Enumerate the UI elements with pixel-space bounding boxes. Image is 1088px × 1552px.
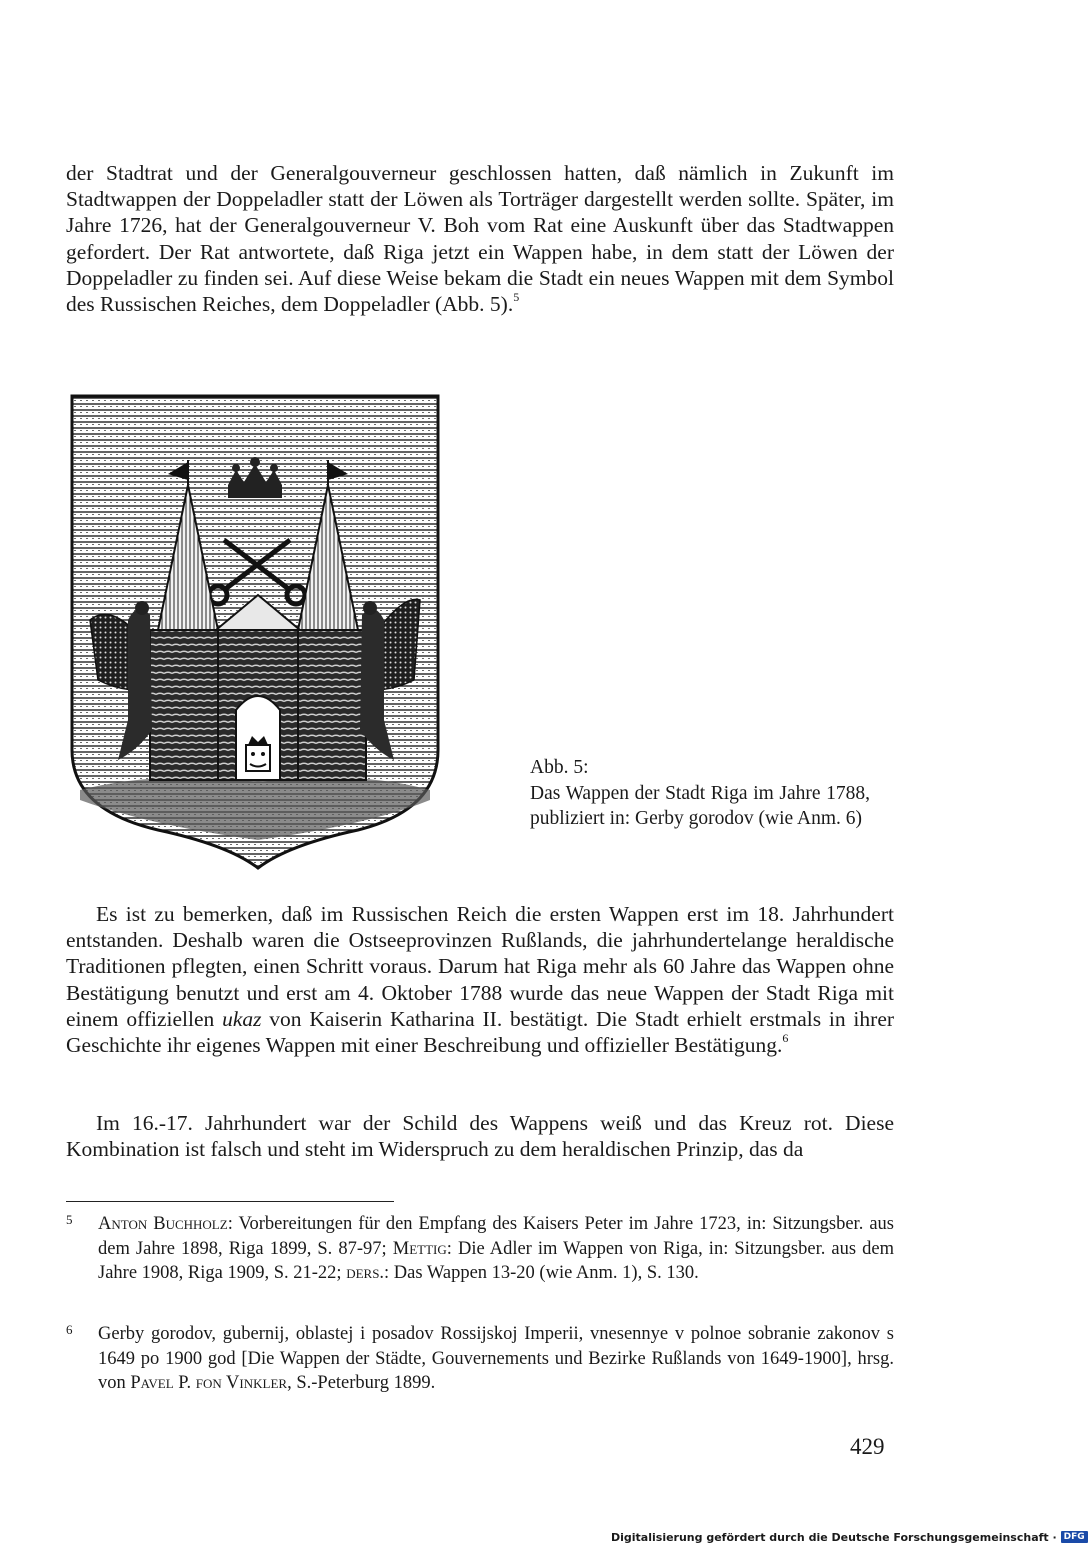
footnote-number: 6 [66, 1322, 73, 1337]
footnote-ref-5[interactable]: 5 [513, 290, 520, 305]
banner-text: Digitalisierung gefördert durch die Deutsche Forschungsgemeinschaft · [611, 1530, 1057, 1544]
figure-caption-text: Das Wappen der Stadt Riga im Jahre 1788, publiziert in: Gerby gorodov (wie Anm. 6) [530, 782, 870, 829]
coat-of-arms-image [68, 390, 442, 870]
footnote-5: 5 Anton Buchholz: Vorbereitungen für den Empfang des Kaisers Peter im Jahre 1723, in: Sitzungsber. aus dem Jahre 1898, Riga 1899, S. 87-97; Mettig: Die Adler im Wappen von Riga, in: Sitzungsber. aus dem Jahre 1908, Riga 1909, S. 21-22; ders.: Das Wappen 13-20 (wie Anm. 1), S. 130. [66, 1212, 894, 1286]
footnote-number: 5 [66, 1212, 73, 1227]
riga-coat-of-arms-figure [68, 390, 442, 870]
body-paragraph-3: Im 16.-17. Jahrhundert war der Schild des Wappens weiß und das Kreuz rot. Diese Kombination ist falsch und steht im Widerspruch zu dem heraldischen Prinzip, das da [66, 1111, 894, 1162]
footnote-ref-6[interactable]: 6 [782, 1031, 789, 1046]
footnote-6: 6 Gerby gorodov, gubernij, oblastej i posadov Rossijskoj Imperii, vnesennye v polnoe sobranie zakonov s 1649 po 1900 god [Die Wappen der Städte, Gouvernements und Bezirke Rußlands von 1649-1900], hrsg. von Pavel P. fon Vinkler, S.-Peterburg 1899. [66, 1322, 894, 1396]
body-paragraph-2: Es ist zu bemerken, daß im Russischen Reich die ersten Wappen erst im 18. Jahrhundert entstanden. Deshalb waren die Ostseeprovinzen Rußlands, die jahrhundertelange heraldische Traditionen pflegten, einen Schritt voraus. Darum hat Riga mehr als 60 Jahre das Wappen ohne Bestätigung benutzt und erst am 4. Oktober 1788 wurde das neue Wappen der Stadt Riga mit einem offiziellen ukaz von Kaiserin Katharina II. bestätigt. Die Stadt erhielt erstmals in ihrer Geschichte ihr eigenes Wappen mit einer Beschreibung und offizieller Bestätigung.$^6$ [66, 902, 895, 1058]
italic-term: ukaz [222, 1006, 262, 1031]
dfg-funding-banner [611, 1528, 1088, 1546]
dfg-logo-icon: DFG [1061, 1531, 1088, 1543]
figure-caption [530, 755, 870, 832]
body-paragraph-1: der Stadtrat und der Generalgouverneur geschlossen hatten, daß nämlich in Zukunft im Stadtwappen der Doppeladler statt der Löwen als Torträger dargestellt werden sollte. Später, im Jahre 1726, hat der Generalgouverneur V. Boh vom Rat eine Auskunft über das Stadtwappen gefordert. Der Rat antwortete, daß Riga jetzt ein Wappen habe, in dem statt der Löwen der Doppeladler zu finden sei. Auf diese Weise bekam die Stadt ein neues Wappen mit dem Symbol des Russischen Reiches, dem Doppeladler (Abb. 5).$^5$ [66, 161, 894, 317]
page-number: 429 [850, 1434, 885, 1459]
footnote-divider [66, 1201, 394, 1202]
figure-caption-label: Abb. 5: [530, 757, 589, 778]
